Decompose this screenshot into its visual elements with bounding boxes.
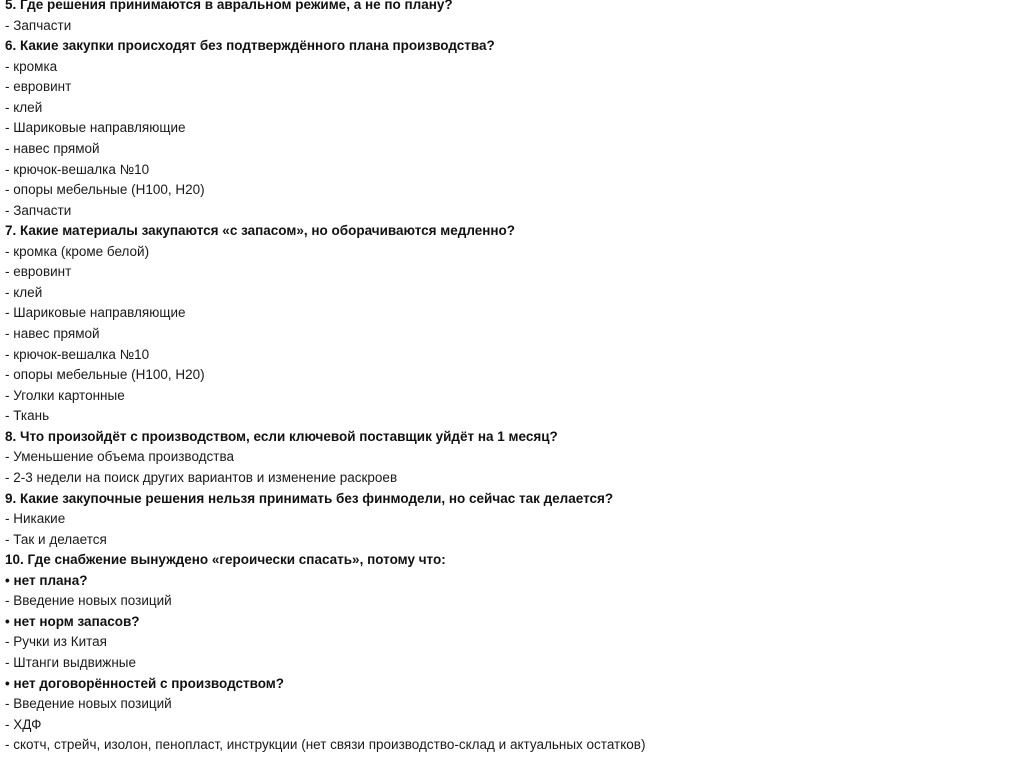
list-item: - евровинт [5, 79, 72, 95]
list-item: - клей [5, 99, 43, 115]
list-item: - крючок-вешалка №10 [5, 161, 150, 177]
question-heading: 6. Какие закупки происходят без подтверждённого плана производства? [5, 38, 495, 54]
document-text [5, 0, 1015, 756]
list-item: - евровинт [5, 264, 72, 280]
list-item: - навес прямой [5, 326, 100, 341]
list-item: - Шариковые направляющие [5, 305, 186, 321]
subquestion-heading: • нет договорённостей с производством? [5, 675, 285, 691]
question-heading: 7. Какие материалы закупаются «с запасом», но оборачиваются медленно? [5, 223, 516, 239]
list-item: - крючок-вешалка №10 [5, 346, 150, 362]
list-item: - опоры мебельные (Н100, Н20) [5, 182, 205, 198]
question-heading: 9. Какие закупочные решения нельзя принимать без финмодели, но сейчас так делается? [5, 490, 614, 506]
list-item: - Штанги выдвижные [5, 655, 136, 670]
list-item: - 2-3 недели на поиск других вариантов и изменение раскроев [5, 469, 398, 485]
list-item: - Так и делается [5, 531, 107, 547]
list-item: - клей [5, 284, 43, 300]
list-item: - Введение новых позиций [5, 696, 172, 712]
question-heading: 5. Где решения принимаются в авральном режиме, а не по плану? [5, 0, 453, 12]
list-item: - скотч, стрейч, изолон, пенопласт, инструкции (нет связи производство-склад и актуальных остатков) [5, 737, 646, 753]
question-heading: 10. Где снабжение вынуждено «героически спасать», потому что: [5, 552, 446, 568]
list-item: - кромка (кроме белой) [5, 243, 150, 259]
subquestion-heading: • нет норм запасов? [5, 613, 140, 629]
question-heading: 8. Что произойдёт с производством, если ключевой поставщик уйдёт на 1 месяц? [5, 428, 558, 444]
list-item: - Введение новых позиций [5, 593, 172, 609]
list-item: - Шариковые направляющие [5, 120, 186, 136]
list-item: - кромка [5, 58, 58, 74]
list-item: - ХДФ [5, 716, 42, 732]
subquestion-heading: • нет плана? [5, 572, 88, 588]
list-item: - навес прямой [5, 140, 100, 156]
list-item: - Запчасти [5, 17, 72, 33]
list-item: - Ручки из Китая [5, 634, 107, 650]
list-item: - Уменьшение объема производства [5, 449, 234, 465]
list-item: - Никакие [5, 511, 66, 527]
list-item: - опоры мебельные (Н100, Н20) [5, 367, 205, 383]
list-item: - Запчасти [5, 202, 72, 218]
list-item: - Ткань [5, 408, 50, 424]
list-item: - Уголки картонные [5, 387, 125, 403]
